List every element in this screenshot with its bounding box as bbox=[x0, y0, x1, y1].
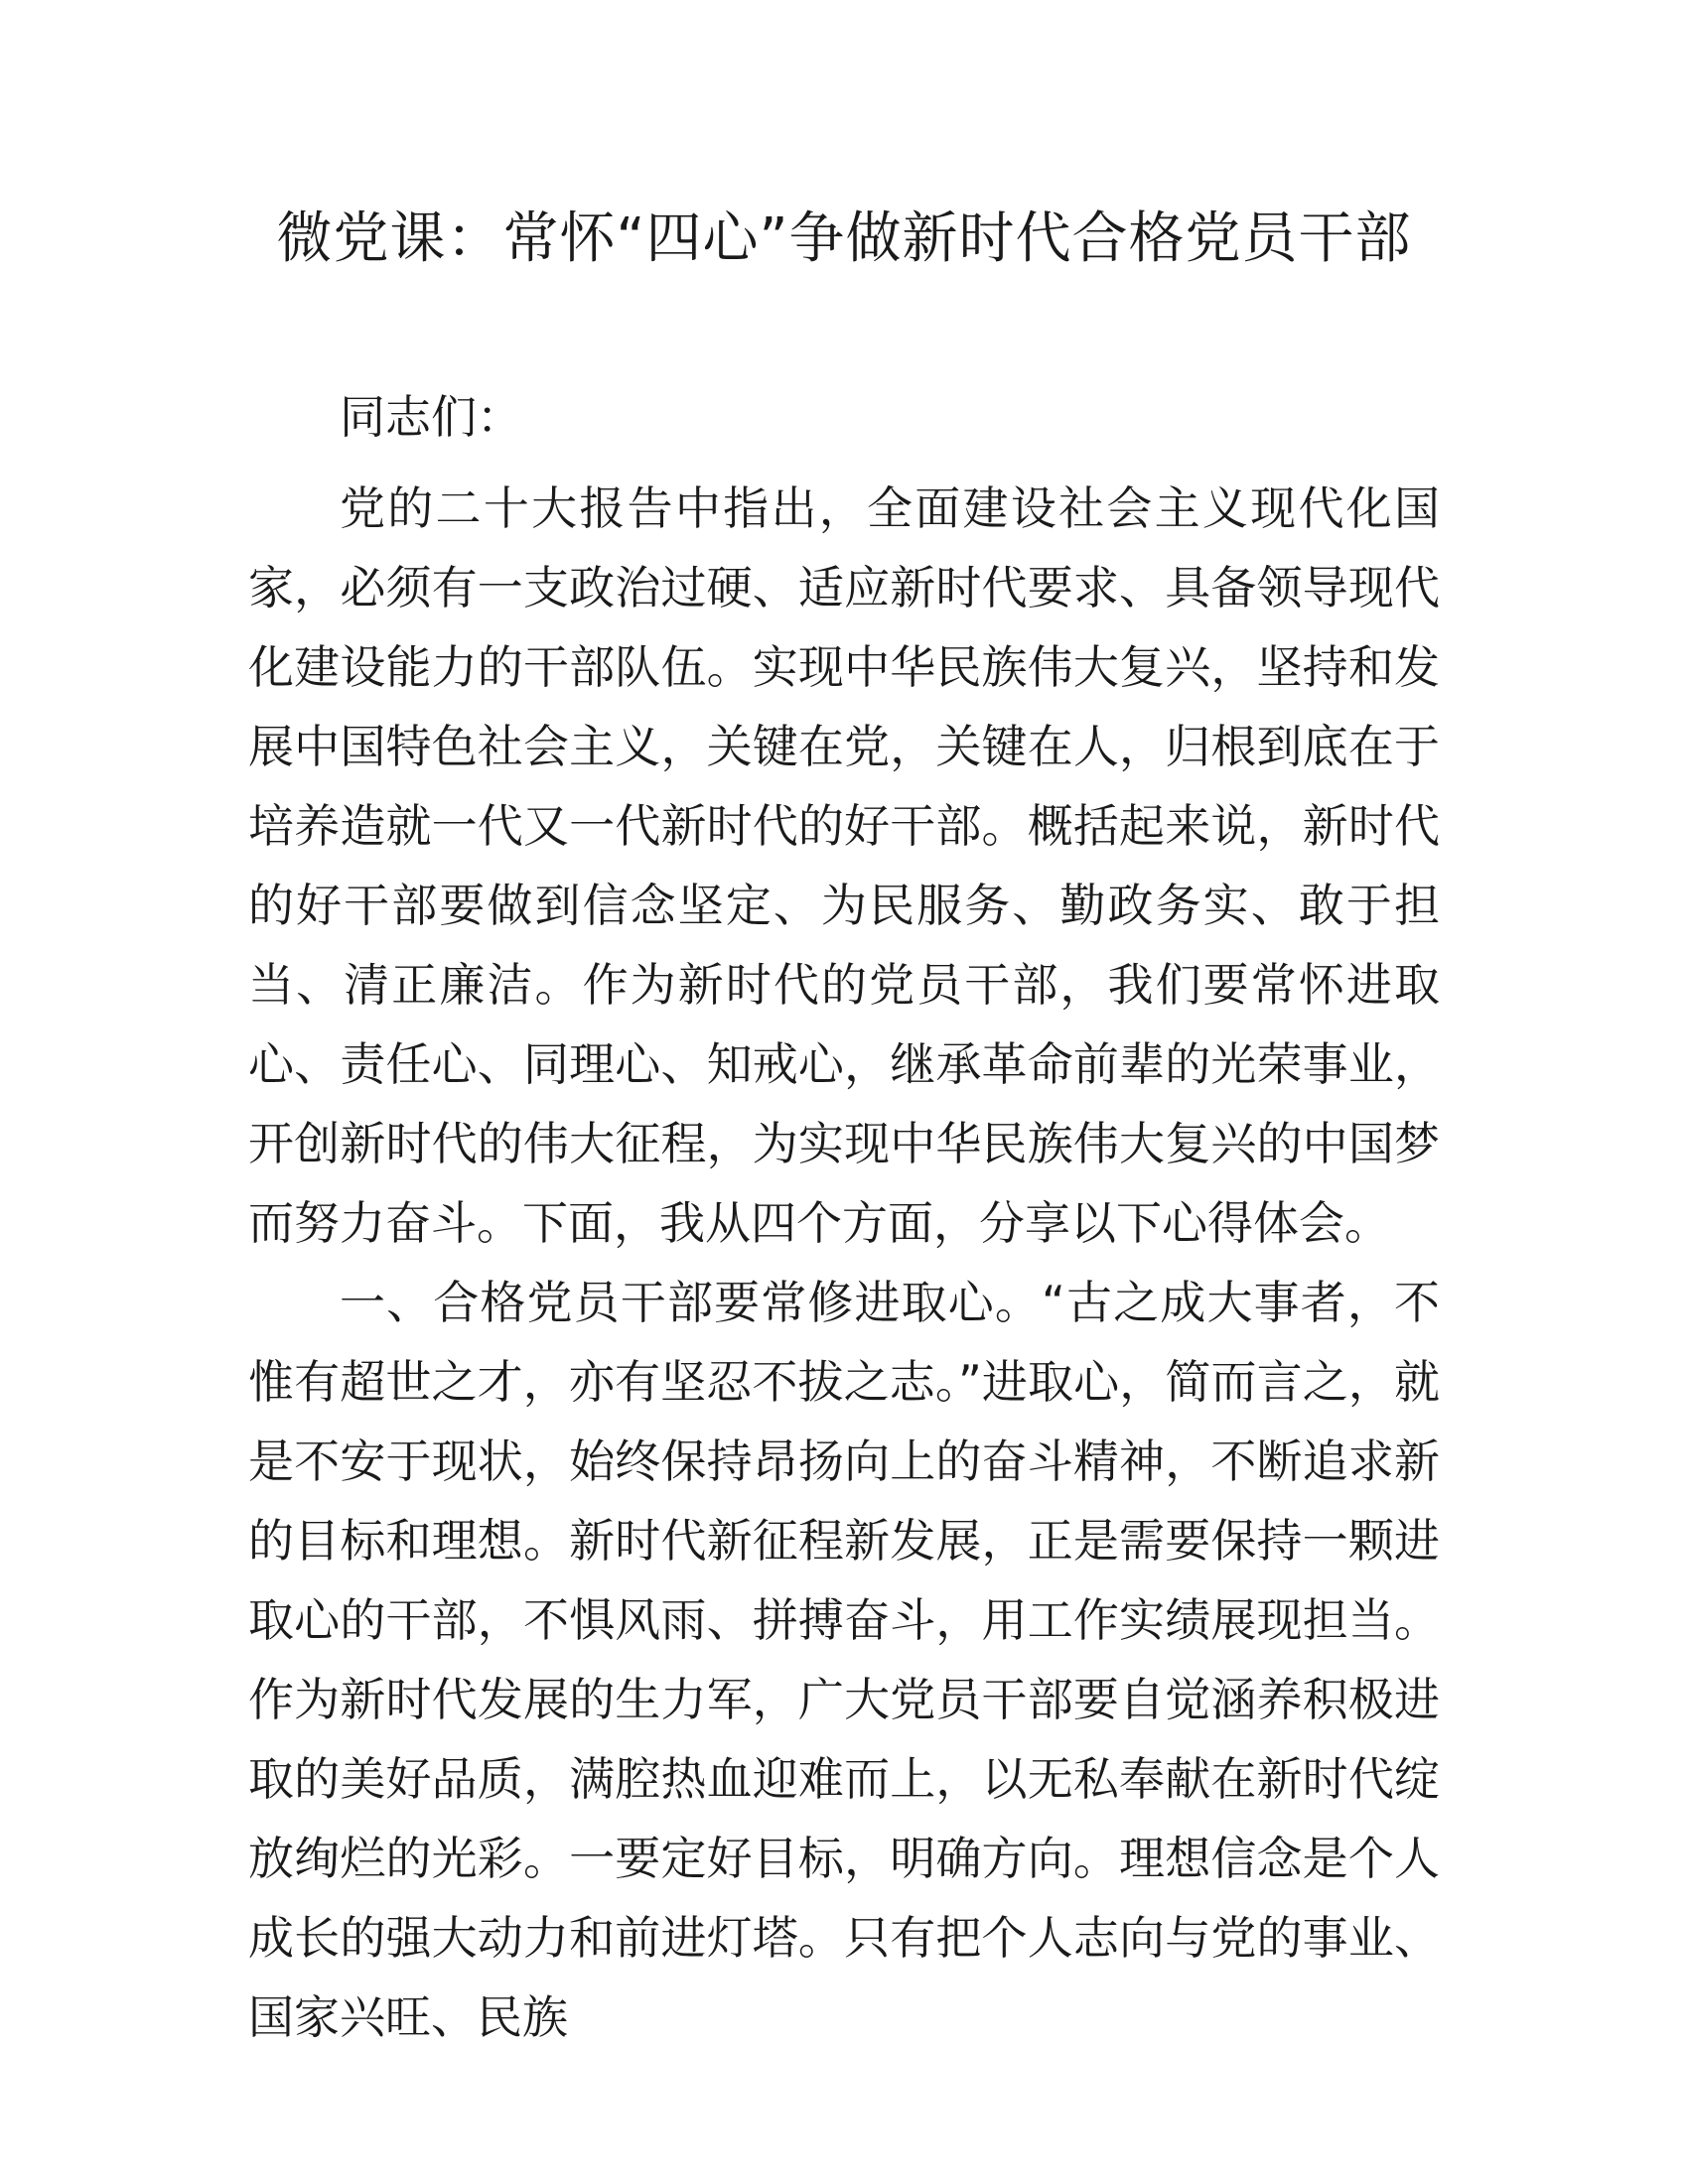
document-title: 微党课：常怀“四心”争做新时代合格党员干部 bbox=[276, 206, 1412, 271]
salutation: 同志们： bbox=[340, 390, 522, 444]
paragraph-section-one: 一、合格党员干部要常修进取心。“古之成大事者，不惟有超世之才，亦有坚忍不拔之志。”进取心，简而言之，就是不安于现状，始终保持昂扬向上的奋斗精神，不断追求新的目标和理想。新时代新征程新发展，正是需要保持一颗进取心的干部，不惧风雨、拼搏奋斗，用工作实绩展现担当。作为新时代发展的生力军，广大党员干部要自觉涵养积极进取的美好品质，满腔热血迎难而上，以无私奉献在新时代绽放绚烂的光彩。一要定好目标，明确方向。理想信念是个人成长的强大动力和前进灯塔。只有把个人志向与党的事业、国家兴旺、民族 bbox=[248, 1276, 1440, 2044]
paragraph-intro: 党的二十大报告中指出，全面建设社会主义现代化国家，必须有一支政治过硬、适应新时代要求、具备领导现代化建设能力的干部队伍。实现中华民族伟大复兴，坚持和发展中国特色社会主义，关键在党，关键在人，归根到底在于培养造就一代又一代新时代的好干部。概括起来说，新时代的好干部要做到信念坚定、为民服务、勤政务实、敢于担当、清正廉洁。作为新时代的党员干部，我们要常怀进取心、责任心、同理心、知戒心，继承革命前辈的光荣事业，开创新时代的伟大征程，为实现中华民族伟大复兴的中国梦而努力奋斗。下面，我从四个方面，分享以下心得体会。 bbox=[248, 481, 1440, 1250]
